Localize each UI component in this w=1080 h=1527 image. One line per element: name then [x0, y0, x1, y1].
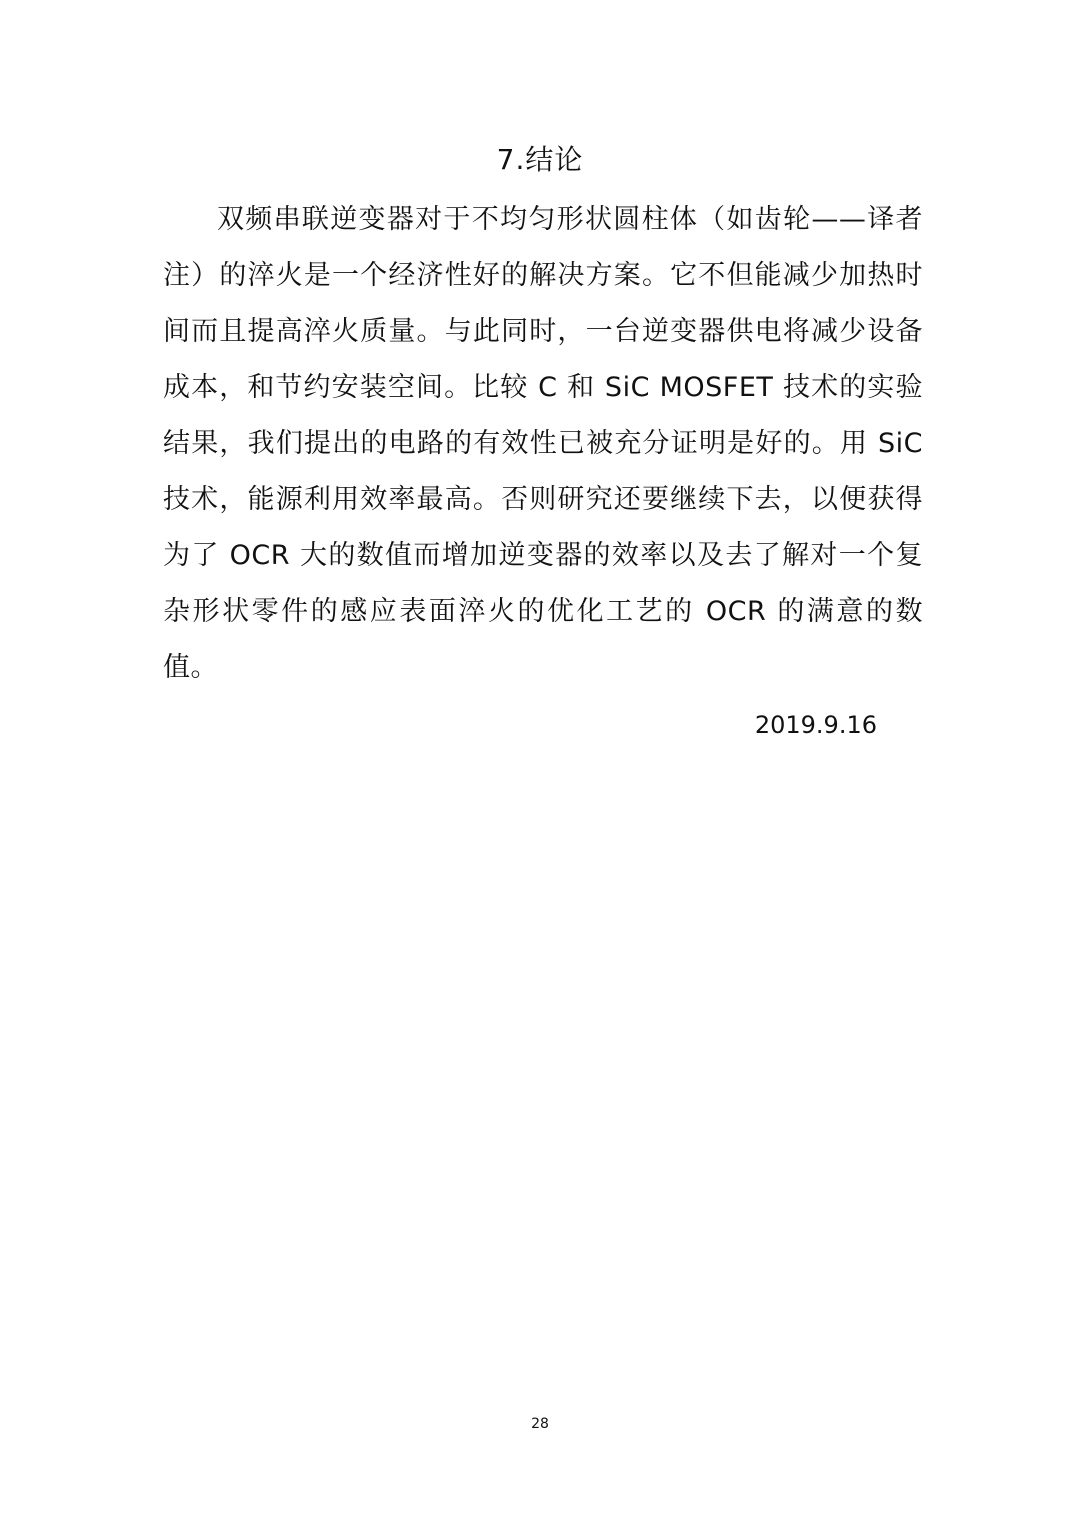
conclusion-paragraph: 双频串联逆变器对于不均匀形状圆柱体（如齿轮——译者注）的淬火是一个经济性好的解决方案。它不但能减少加热时间而且提高淬火质量。与此同时，一台逆变器供电将减少设备成本，和节约安装空间。比较 C 和 SiC MOSFET 技术的实验结果，我们提出的电路的有效性已被充分证明是好的。用 SiC 技术，能源利用效率最高。否则研究还要继续下去，以便获得为了 OCR 大的数值而增加逆变器的效率以及去了解对一个复杂形状零件的感应表面淬火的优化工艺的 OCR 的满意的数值。	[163, 204, 923, 683]
page-number: 28	[531, 1416, 549, 1432]
section-title: 7.结论	[496, 143, 584, 176]
document-date: 2019.9.16	[754, 711, 877, 739]
